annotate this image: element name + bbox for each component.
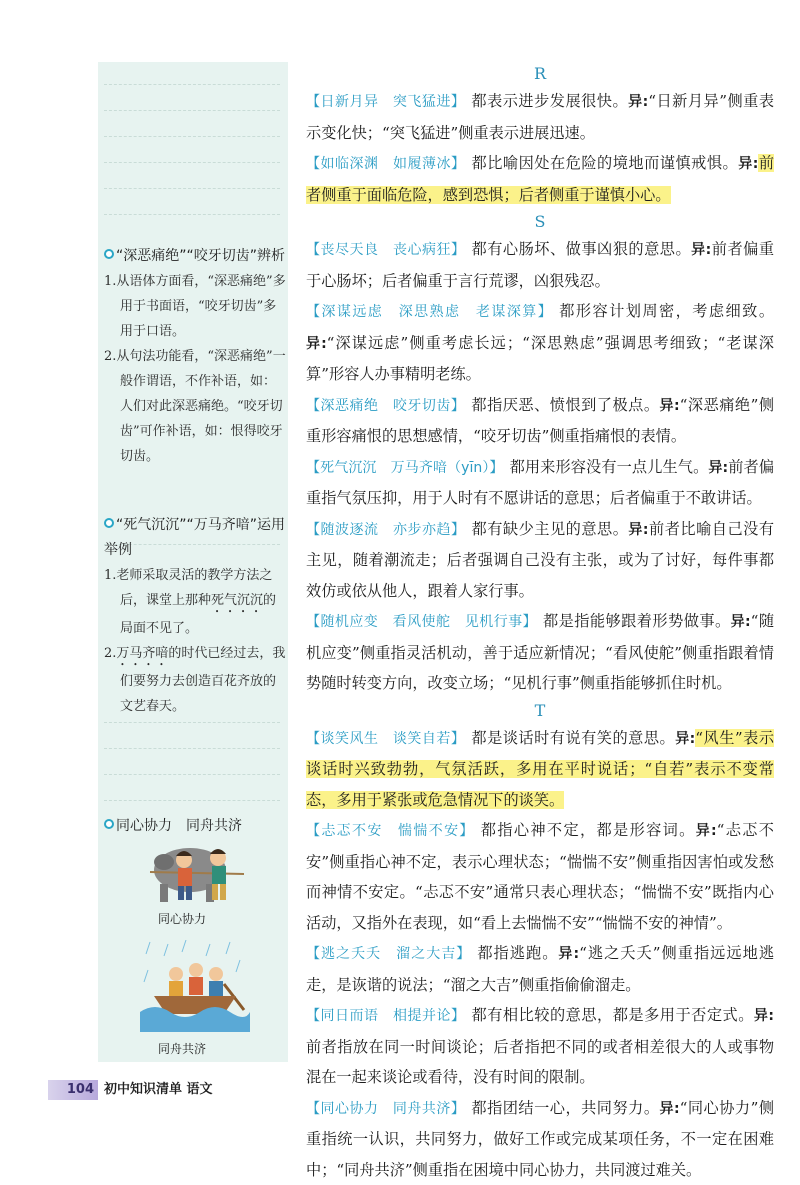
highlighted-text: 前者侧重于面临危险，感到恐惧；后者侧重于谨慎小心。 <box>306 154 774 204</box>
sidebar-note-2 <box>104 513 288 719</box>
main-content <box>306 62 774 1185</box>
idiom-entry: 【忐忑不安 惴惴不安】 都指心神不定，都是形容词。异:“忐忑不安”侧重指心神不定，表示心理状态；“惴惴不安”侧重指因害怕或发愁而神情不安定。“忐忑不安”通常只表心理状态；“惴惴不安”既指内心活动，又指外在表现，如“看上去惴惴不安”“惴惴不安的神情”。 <box>306 815 774 938</box>
idiom-entry: 【日新月异 突飞猛进】 都表示进步发展很快。异:“日新月异”侧重表示变化快；“突飞猛进”侧重表示进展迅速。 <box>306 86 774 148</box>
section-letter-t: T <box>306 699 774 723</box>
sidebar-note-title: 同心协力 同舟共济 <box>104 814 288 839</box>
section-letter-r: R <box>306 62 774 86</box>
idiom-entry: 【深谋远虑 深思熟虑 老谋深算】 都形容计划周密，考虑细致。异:“深谋远虑”侧重考虑长远；“深思熟虑”强调思考细致；“老谋深算”形容人办事精明老练。 <box>306 296 774 390</box>
idiom-entry: 【同日而语 相提并论】 都有相比较的意思，都是多用于否定式。异:前者指放在同一时间谈论；后者指把不同的或者相差很大的人或事物混在一起来谈论或看待，没有时间的限制。 <box>306 1000 774 1093</box>
sidebar-note-title: “深恶痛绝”“咬牙切齿”辨析 <box>104 244 288 269</box>
sidebar-note-item: 1.从语体方面看，“深恶痛绝”多用于书面语，“咬牙切齿”多用于口语。 <box>104 269 288 344</box>
highlighted-text: “风生”表示谈话时兴致勃勃，气氛活跃，多用在平时说话；“自若”表示不变常态，多用于紧张或危急情况下的谈笑。 <box>306 729 774 809</box>
idiom-entry: 【如临深渊 如履薄冰】 都比喻因处在危险的境地而谨慎戒惧。异:前者侧重于面临危险，感到恐惧；后者侧重于谨慎小心。 <box>306 148 774 210</box>
idiom-entry: 【谈笑风生 谈笑自若】 都是谈话时有说有笑的意思。异:“风生”表示谈话时兴致勃勃，气氛活跃，多用在平时说话；“自若”表示不变常态，多用于紧张或危急情况下的谈笑。 <box>306 723 774 816</box>
idiom-entry: 【死气沉沉 万马齐喑（yīn）】 都用来形容没有一点儿生气。异:前者偏重指气氛压抑，用于人时有不愿讲话的意思；后者偏重于不敢讲话。 <box>306 452 774 514</box>
sidebar-note-title: “死气沉沉”“万马齐喑”运用举例 <box>104 513 288 563</box>
tug-of-war-illustration <box>140 840 250 910</box>
boat-illustration <box>140 940 250 1032</box>
bullet-icon <box>104 249 114 259</box>
bullet-icon <box>104 819 114 829</box>
sidebar-note-3 <box>104 814 288 839</box>
sidebar-note-item: 1.老师采取灵活的教学方法之后，课堂上那种死气沉沉的局面不见了。 <box>104 563 288 641</box>
section-letter-s: S <box>306 210 774 234</box>
sidebar-note-1 <box>104 244 288 469</box>
idiom-entry: 【丧尽天良 丧心病狂】 都有心肠坏、做事凶狠的意思。异:前者偏重于心肠坏；后者偏重于言行荒谬，凶狠残忍。 <box>306 234 774 296</box>
book-title: 初中知识清单 语文 <box>104 1079 213 1101</box>
idiom-entry: 【随机应变 看风使舵 见机行事】 都是指能够跟着形势做事。异:“随机应变”侧重指灵活机动，善于适应新情况；“看风使舵”侧重指跟着情势随时转变方向，改变立场；“见机行事”侧重指能够抓住时机。 <box>306 606 774 699</box>
idiom-entry: 【深恶痛绝 咬牙切齿】 都指厌恶、愤恨到了极点。异:“深恶痛绝”侧重形容痛恨的思想感情，“咬牙切齿”侧重指痛恨的表情。 <box>306 390 774 452</box>
sidebar-note-item: 2.从句法功能看，“深恶痛绝”一般作谓语，不作补语，如：人们对此深恶痛绝。“咬牙切齿”可作补语，如：恨得咬牙切齿。 <box>104 344 288 469</box>
page-number: 104 <box>48 1080 98 1100</box>
idiom-entry: 【随波逐流 亦步亦趋】 都有缺少主见的意思。异:前者比喻自己没有主见，随着潮流走；后者强调自己没有主张，或为了讨好，每件事都效仿或依从他人，跟着人家行事。 <box>306 514 774 607</box>
idiom-entry: 【同心协力 同舟共济】 都指团结一心，共同努力。异:“同心协力”侧重指统一认识，共同努力，做好工作或完成某项任务，不一定在困难中；“同舟共济”侧重指在困境中同心协力，共同渡过难关。 <box>306 1093 774 1185</box>
illustration-caption: 同舟共济 <box>158 1040 206 1057</box>
sidebar-note-item: 2.万马齐喑的时代已经过去，我们要努力去创造百花齐放的文艺春天。 <box>104 641 288 719</box>
bullet-icon <box>104 518 114 528</box>
illustration-caption: 同心协力 <box>158 910 206 927</box>
idiom-entry: 【逃之夭夭 溜之大吉】 都指逃跑。异:“逃之夭夭”侧重指远远地逃走，是诙谐的说法；“溜之大吉”侧重指偷偷溜走。 <box>306 938 774 1000</box>
